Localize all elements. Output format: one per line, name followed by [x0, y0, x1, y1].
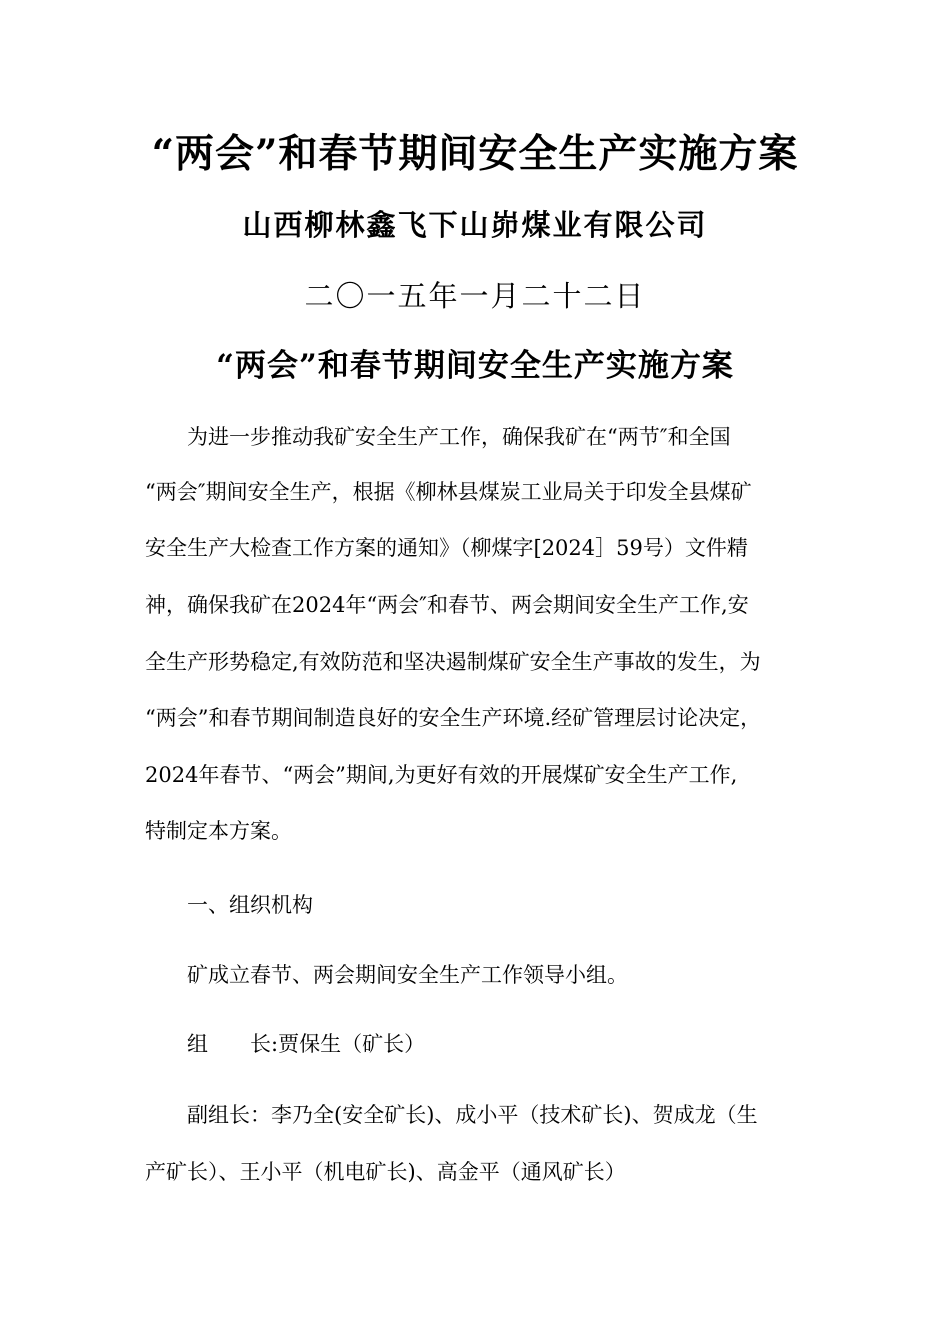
company-name: 山西柳林鑫飞下山峁煤业有限公司 [242, 208, 708, 242]
group-leader: 组 长:贾保生（矿长） [145, 1032, 426, 1056]
intro-line-2: “两会″期间安全生产，根据《柳林县煤炭工业局关于印发全县煤矿 [145, 480, 752, 504]
intro-line-3: 安全生产大检查工作方案的通知》（柳煤字[2024］59号）文件精 [145, 536, 748, 560]
intro-line-7: 2024年春节、“两会”期间,为更好有效的开展煤矿安全生产工作, [145, 763, 738, 787]
document-subtitle: “两会”和春节期间安全生产实施方案 [216, 348, 734, 384]
intro-line-5: 全生产形势稳定,有效防范和坚决遏制煤矿安全生产事故的发生，为 [145, 650, 761, 674]
section-intro: 矿成立春节、两会期间安全生产工作领导小组。 [145, 963, 628, 987]
deputy-line-2: 产矿长）、王小平（机电矿长)、高金平（通风矿长） [145, 1160, 626, 1184]
intro-line-8: 特制定本方案。 [145, 819, 292, 843]
deputy-line-1: 副组长：李乃全(安全矿长)、成小平（技术矿长)、贺成龙（生 [145, 1103, 758, 1127]
intro-line-4: 神，确保我矿在2024年“两会″和春节、两会期间安全生产工作,安 [145, 593, 749, 617]
document-title: “两会”和春节期间安全生产实施方案 [151, 131, 799, 177]
intro-line-6: “两会”和春节期间制造良好的安全生产环境.经矿管理层讨论决定， [145, 706, 762, 730]
document-date: 二〇一五年一月二十二日 [304, 279, 646, 313]
section-heading: 一、组织机构 [145, 893, 313, 917]
intro-line-1: 为进一步推动我矿安全生产工作，确保我矿在“两节″和全国 [145, 425, 731, 449]
